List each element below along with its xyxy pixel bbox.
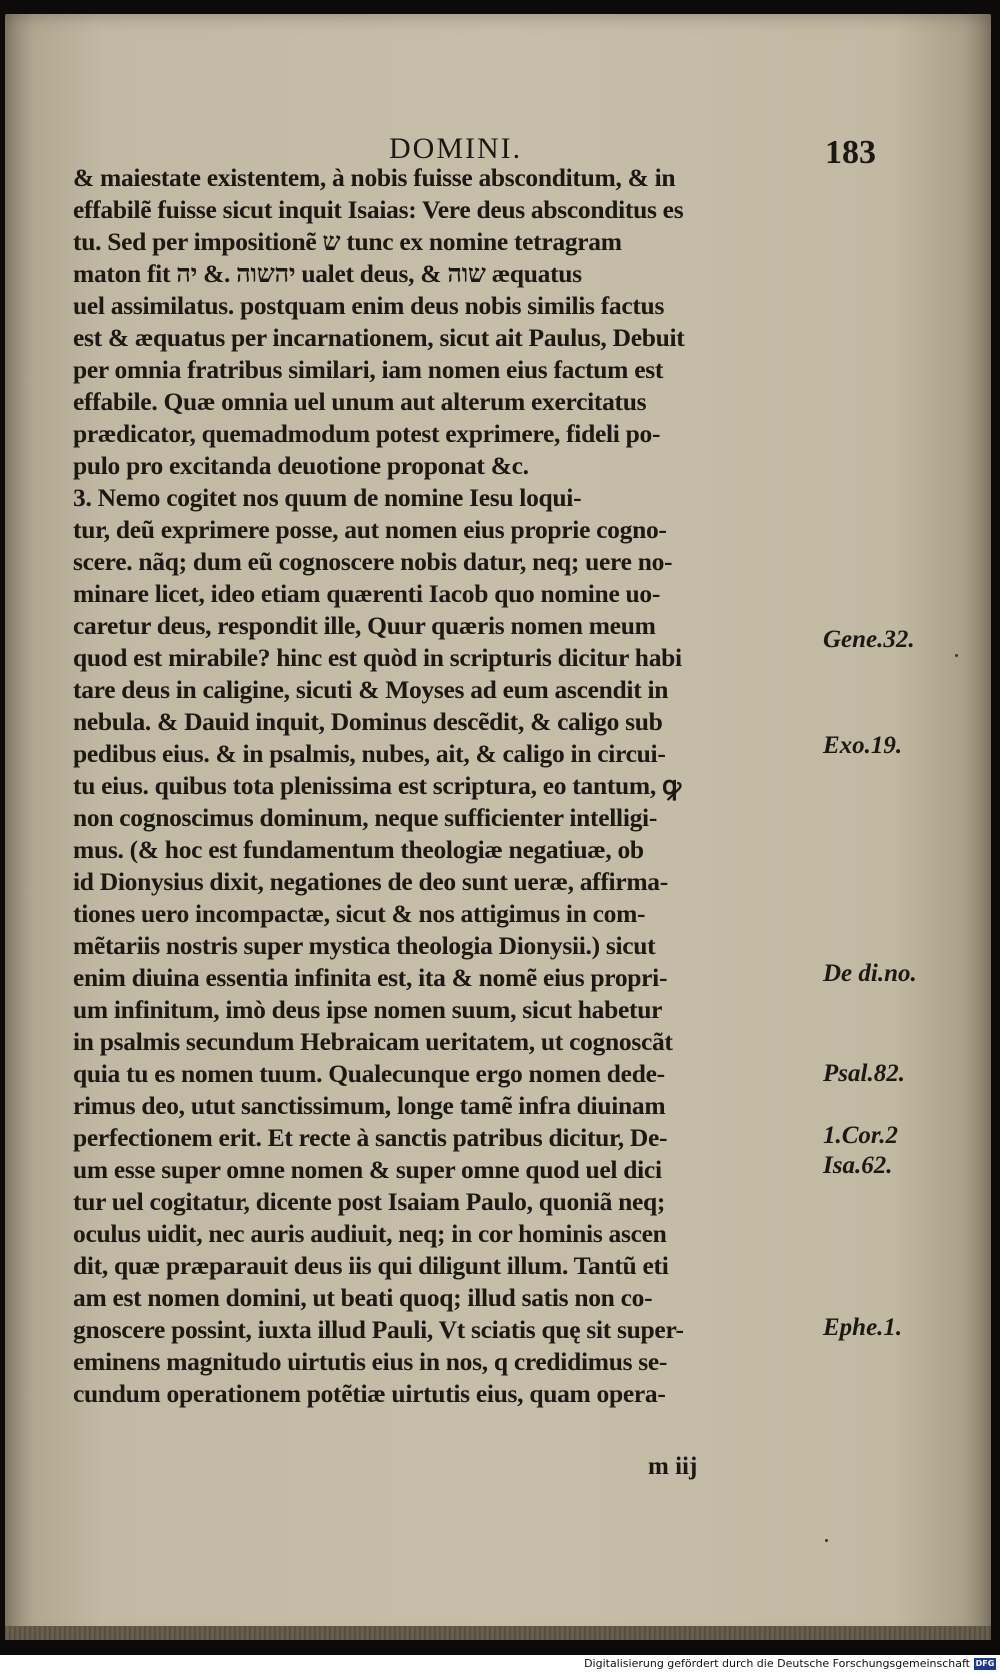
text-line: pulo pro excitanda deuotione proponat &c. [73, 451, 529, 480]
text-line: caretur deus, respondit ille, Quur quæris nomen meum [73, 611, 656, 640]
text-line: 3. Nemo cogitet nos quum de nomine Iesu loqui- [73, 483, 582, 512]
text-line: prædicator, quemadmodum potest exprimere, fideli po- [73, 419, 661, 448]
text-line: mus. (& hoc est fundamentum theologiæ negatiuæ, ob [73, 835, 644, 864]
text-line: enim diuina essentia infinita est, ita & nomẽ eius propri- [73, 963, 668, 992]
margin-note-psalm: Psal.82. [823, 1060, 905, 1087]
text-line: pedibus eius. & in psalmis, nubes, ait, & caligo in circui- [73, 739, 666, 768]
book-page [5, 14, 991, 1639]
page-number: 183 [825, 134, 876, 171]
text-line: scere. nãq; dum eũ cognoscere nobis datur, neq; uere no- [73, 547, 673, 576]
text-line: est & æquatus per incarnationem, sicut ait Paulus, Debuit [73, 323, 685, 352]
funding-credit-text: Digitalisierung gefördert durch die Deutsche Forschungsgemeinschaft [584, 1657, 970, 1670]
funding-credit-bar [0, 1655, 1000, 1674]
text-line: in psalmis secundum Hebraicam ueritatem, ut cognoscãt [73, 1027, 673, 1056]
text-line: um esse super omne nomen & super omne quod uel dici [73, 1155, 662, 1184]
text-line: mẽtariis nostris super mystica theologia Dionysii.) sicut [73, 931, 656, 960]
text-line: & maiestate existentem, à nobis fuisse absconditum, & in [73, 163, 676, 192]
text-line: id Dionysius dixit, negationes de deo sunt ueræ, affirma- [73, 867, 668, 896]
text-line: dit, quæ præparauit deus iis qui diligunt illum. Tantũ eti [73, 1251, 669, 1280]
running-head: DOMINI. [389, 132, 523, 165]
text-line: non cognoscimus dominum, neque sufficienter intelligi- [73, 803, 658, 832]
text-line: perfectionem erit. Et recte à sanctis patribus dicitur, De- [73, 1123, 668, 1152]
text-line: gnoscere possint, iuxta illud Pauli, Vt sciatis quę sit super- [73, 1315, 684, 1344]
text-line: nebula. & Dauid inquit, Dominus descẽdit, & caligo sub [73, 707, 663, 736]
signature-mark: m iij [648, 1453, 698, 1480]
margin-note-exodus: Exo.19. [823, 732, 903, 759]
text-line: tiones uero incompactæ, sicut & nos attigimus in com- [73, 899, 646, 928]
text-line: eminens magnitudo uirtutis eius in nos, q credidimus se- [73, 1347, 668, 1376]
text-line: oculus uidit, nec auris audiuit, neq; in cor hominis ascen [73, 1219, 667, 1248]
text-block [5, 14, 991, 1639]
margin-note-genesis: Gene.32. [823, 626, 915, 653]
text-line: cundum operationem potẽtiæ uirtutis eius, quam opera- [73, 1379, 666, 1408]
dfg-logo: DFG [975, 1659, 995, 1668]
margin-note-ephesians: Ephe.1. [823, 1314, 903, 1341]
text-line: am est nomen domini, ut beati quoq; illud satis non co- [73, 1283, 653, 1312]
text-line: tur uel cogitatur, dicente post Isaiam Paulo, quoniã neq; [73, 1187, 666, 1216]
text-line: tur, deũ exprimere posse, aut nomen eius proprie cogno- [73, 515, 667, 544]
text-line: tu. Sed per impositionẽ ש tunc ex nomine tetragram [73, 227, 622, 256]
paper-speck [825, 1539, 828, 1542]
paper-speck [955, 654, 958, 657]
text-line: quia tu es nomen tuum. Qualecunque ergo nomen dede- [73, 1059, 665, 1088]
text-line: rimus deo, utut sanctissimum, longe tamẽ infra diuinam [73, 1091, 666, 1120]
margin-note-isaiah: Isa.62. [823, 1152, 893, 1179]
text-line: tare deus in caligine, sicuti & Moyses ad eum ascendit in [73, 675, 669, 704]
text-line: effabilẽ fuisse sicut inquit Isaias: Vere deus absconditus es [73, 195, 684, 224]
text-line: uel assimilatus. postquam enim deus nobis similis factus [73, 291, 665, 320]
page-edge [5, 1626, 991, 1640]
text-line: effabile. Quæ omnia uel unum aut alterum exercitatus [73, 387, 647, 416]
text-line: um infinitum, imò deus ipse nomen suum, sicut habetur [73, 995, 663, 1024]
text-line: maton fit יהשוה .& יה ualet deus, & שוה æquatus [73, 259, 582, 288]
text-line: quod est mirabile? hinc est quòd in scripturis dicitur habi [73, 643, 682, 672]
margin-note-corinthians: 1.Cor.2 [823, 1122, 899, 1149]
text-line: tu eius. quibus tota plenissima est scriptura, eo tantum, ꝙ [73, 771, 681, 800]
text-line: minare licet, ideo etiam quærenti Iacob quo nomine uo- [73, 579, 661, 608]
margin-note-de-divinis-nominibus: De di.no. [823, 960, 917, 987]
text-line: per omnia fratribus similari, iam nomen eius factum est [73, 355, 664, 384]
